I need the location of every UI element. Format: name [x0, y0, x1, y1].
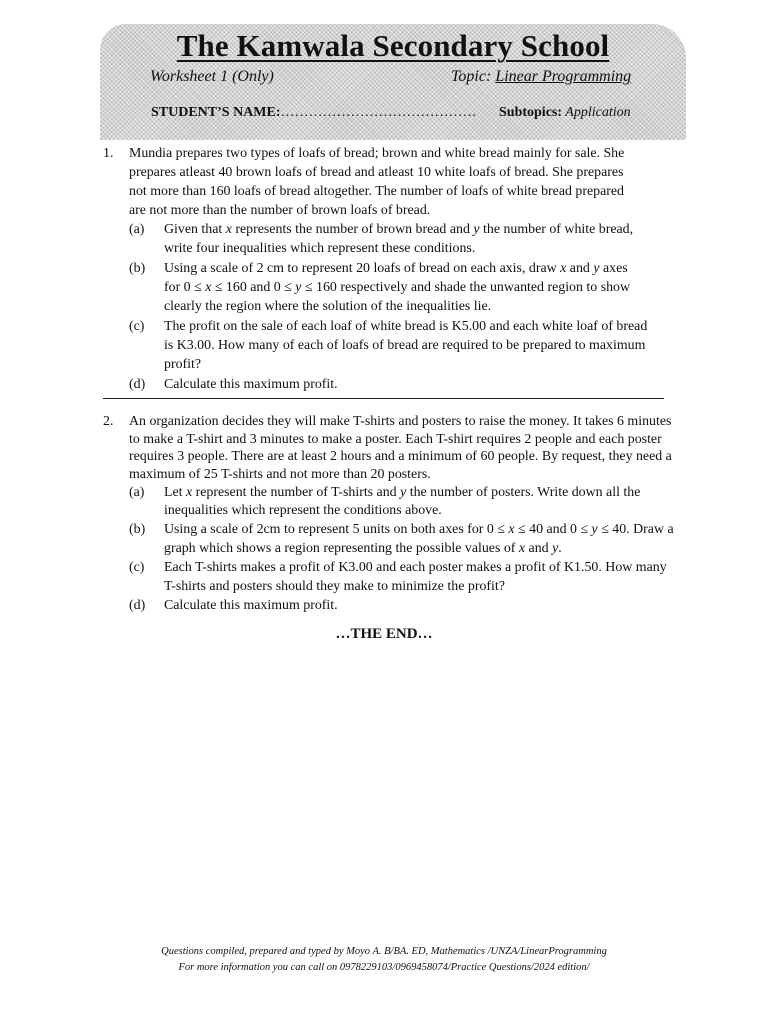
- part-a-text: write four inequalities which represent these conditions.: [164, 241, 476, 256]
- part-d-text: Calculate this maximum profit.: [164, 377, 338, 392]
- subtopics-prefix: Subtopics:: [499, 105, 563, 120]
- part-d-text: Calculate this maximum profit.: [164, 598, 338, 613]
- subtopics-label: [499, 105, 631, 121]
- part-c-text: Each T-shirts makes a profit of K3.00 and each poster makes a profit of K1.50. How many: [164, 560, 667, 575]
- school-title: The Kamwala Secondary School: [176, 28, 610, 63]
- part-b-text: clearly the region where the solution of the inequalities lie.: [164, 299, 492, 314]
- question-text-line: to make a T-shirt and 3 minutes to make a poster. Each T-shirt requires 2 people and each poster: [129, 432, 662, 447]
- part-label: (a): [129, 222, 145, 237]
- part-label: (b): [129, 261, 146, 276]
- student-name-label: STUDENT’S NAME:: [151, 105, 281, 120]
- footer-line: Questions compiled, prepared and typed by Moyo A. B/BA. ED, Mathematics /UNZA/LinearProgramming: [161, 946, 607, 957]
- the-end: …THE END…: [335, 626, 433, 642]
- question-number: 1.: [103, 146, 114, 161]
- footer-line: For more information you can call on 0978229103/0969458074/Practice Questions/2024 edition/: [178, 962, 590, 973]
- question-text-line: not more than 160 loafs of bread altogether. The number of loafs of white bread prepared: [129, 184, 625, 199]
- part-a-text: Given that x represents the number of brown bread and y the number of white bread,: [164, 222, 634, 237]
- section-divider: [103, 398, 664, 399]
- part-label: (a): [129, 485, 145, 500]
- part-a-text: Let x represent the number of T-shirts and y the number of posters. Write down all the: [164, 485, 641, 500]
- subtopics-value: Application: [562, 105, 631, 120]
- question-text-line: are not more than the number of brown loafs of bread.: [129, 203, 431, 218]
- part-label: (c): [129, 319, 145, 334]
- part-label: (d): [129, 377, 146, 392]
- part-b-text: graph which shows a region representing the possible values of x and y.: [164, 541, 562, 556]
- question-text-line: prepares atleast 40 brown loafs of bread and atleast 10 white loafs of bread. She prepares: [129, 165, 624, 180]
- part-c-text: is K3.00. How many of each of loafs of bread are required to be prepared to maximum: [164, 338, 646, 353]
- part-label: (d): [129, 598, 146, 613]
- part-b-text: Using a scale of 2 cm to represent 20 loafs of bread on each axis, draw x and y axes: [164, 261, 628, 276]
- question-text-line: An organization decides they will make T-shirts and posters to raise the money. It takes 6 minutes: [129, 414, 672, 429]
- part-a-text: inequalities which represent the conditions above.: [164, 503, 442, 518]
- topic-label: [451, 68, 631, 86]
- question-text-line: maximum of 25 T-shirts and not more than 20 posters.: [129, 467, 431, 482]
- question-number: 2.: [103, 414, 114, 429]
- part-c-text: profit?: [164, 357, 202, 372]
- worksheet-header: [100, 24, 686, 140]
- question-text-line: requires 3 people. There are at least 2 hours and a minimum of 60 people. By request, they need a: [129, 449, 672, 464]
- question-text-line: Mundia prepares two types of loafs of bread; brown and white bread mainly for sale. She: [129, 146, 625, 161]
- topic-prefix: Topic:: [451, 68, 496, 85]
- student-name-field: [151, 105, 477, 121]
- part-label: (c): [129, 560, 145, 575]
- worksheet-label: Worksheet 1 (Only): [150, 68, 274, 85]
- part-b-text: Using a scale of 2cm to represent 5 units on both axes for 0 ≤ x ≤ 40 and 0 ≤ y ≤ 40. Draw a: [164, 522, 674, 537]
- part-c-text: The profit on the sale of each loaf of white bread is K5.00 and each white loaf of bread: [164, 319, 648, 334]
- part-c-text: T-shirts and posters should they make to minimize the profit?: [164, 579, 505, 594]
- topic-value: Linear Programming: [495, 68, 632, 85]
- student-name-blank: ……………………………………: [280, 105, 477, 120]
- part-b-text: for 0 ≤ x ≤ 160 and 0 ≤ y ≤ 160 respectively and shade the unwanted region to show: [164, 280, 631, 295]
- part-label: (b): [129, 522, 146, 537]
